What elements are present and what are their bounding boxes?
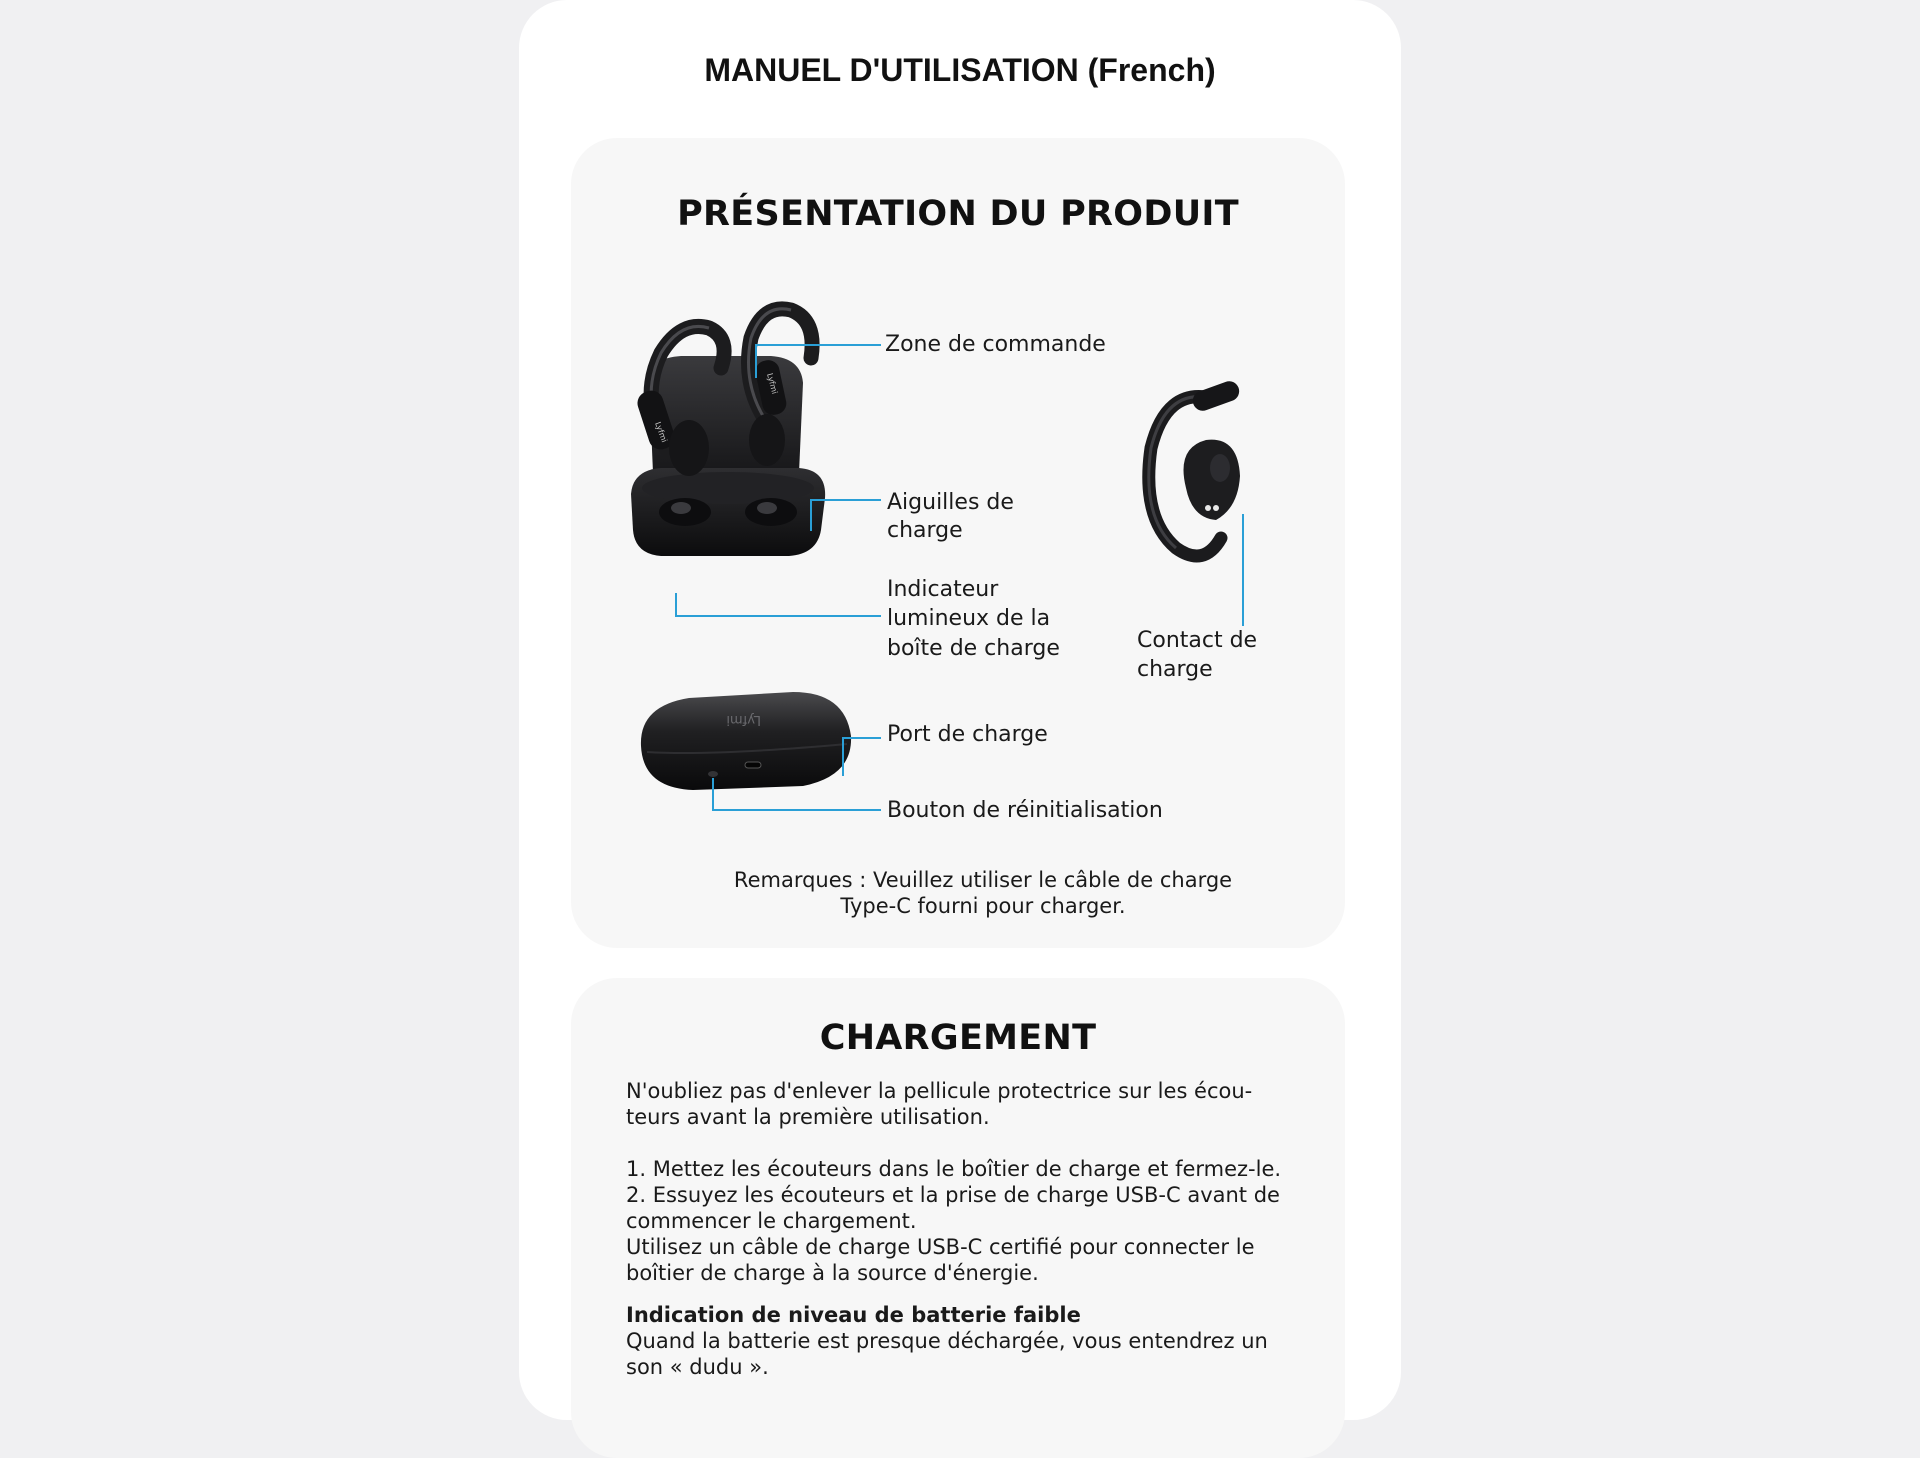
step-1: 1. Mettez les écouteurs dans le boîtier de charge et fermez-le. [626,1157,1282,1181]
label-control-zone: Zone de commande [885,332,1106,357]
step-3-line-1: Utilisez un câble de charge USB-C certifié pour connecter le [626,1235,1255,1259]
low-battery-line-2: son « dudu ». [626,1355,769,1379]
svg-text:Lyfmi: Lyfmi [765,372,780,396]
label-charging-pins-2: charge [887,518,963,543]
charging-card [571,978,1345,1458]
low-battery-heading: Indication de niveau de batterie faible [626,1303,1081,1327]
usage-note-line-2: Type-C fourni pour charger. [840,894,1126,918]
charging-pins-callout [811,500,881,531]
overview-title: PRÉSENTATION DU PRODUIT [677,194,1239,234]
svg-text:Lyfmi: Lyfmi [653,420,669,444]
label-reset-button: Bouton de réinitialisation [887,798,1163,823]
intro-line-1: N'oubliez pas d'enlever la pellicule protectrice sur les écou- [626,1079,1253,1103]
step-2-line-2: commencer le chargement. [626,1209,917,1233]
label-indicator-3: boîte de charge [887,636,1060,661]
intro-line-2: teurs avant la première utilisation. [626,1105,990,1129]
charging-port-callout [843,738,881,776]
usage-note-line-1: Remarques : Veuillez utiliser le câble de charge [733,868,1233,892]
document-title: MANUEL D'UTILISATION (French) [704,52,1216,88]
step-3-line-2: boîtier de charge à la source d'énergie. [626,1261,1039,1285]
label-charging-port: Port de charge [887,722,1048,747]
label-indicator-1: Indicateur [887,577,999,602]
label-indicator-2: lumineux de la [887,606,1051,631]
product-overview-card [571,138,1345,948]
charging-instructions [626,1078,1306,1380]
label-charging-contact-2: charge [1137,657,1213,682]
label-charging-contact-1: Contact de [1137,628,1258,653]
step-2-line-1: 2. Essuyez les écouteurs et la prise de charge USB-C avant de [626,1183,1280,1207]
manual-page [519,0,1401,1420]
svg-text:Lyfmi: Lyfmi [726,712,761,727]
indicator-callout [676,593,881,616]
usage-note [571,867,1345,919]
low-battery-line-1: Quand la batterie est presque déchargée, vous entendrez un [626,1329,1268,1353]
control-zone-callout [756,345,881,378]
charging-title: CHARGEMENT [819,1018,1097,1058]
reset-button-callout [713,778,881,810]
label-charging-pins-1: Aiguilles de [887,490,1014,515]
